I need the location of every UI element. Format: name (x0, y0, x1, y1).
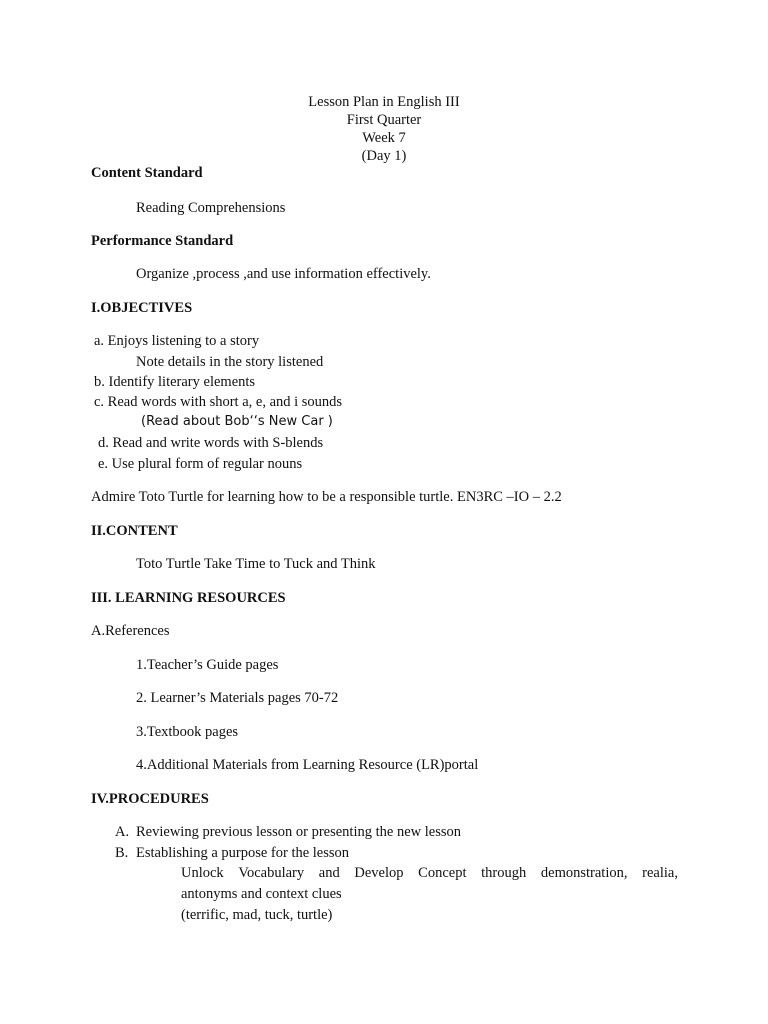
vocabulary-words: (terrific, mad, tuck, turtle) (181, 907, 333, 923)
content-standard-heading: Content Standard (91, 165, 203, 181)
objective-item: b. Identify literary elements (94, 374, 256, 390)
content-standard-text: Reading Comprehensions (136, 200, 286, 216)
objective-item: e. Use plural form of regular nouns (98, 456, 303, 472)
unlock-vocabulary-line (181, 866, 678, 881)
unlock-word: through (481, 865, 527, 881)
reference-item: 1.Teacher’s Guide pages (136, 657, 279, 673)
objective-item: Note details in the story listened (136, 354, 324, 370)
unlock-word: Vocabulary (238, 865, 305, 881)
unlock-word: and (318, 865, 340, 881)
procedure-a-text: Reviewing previous lesson or presenting the new lesson (136, 824, 461, 840)
procedure-a-marker: A. (115, 824, 130, 840)
objective-item: a. Enjoys listening to a story (94, 333, 260, 349)
quarter-label: First Quarter (346, 112, 422, 128)
objective-item: c. Read words with short a, e, and i sounds (94, 394, 343, 410)
procedure-b-marker: B. (115, 845, 129, 861)
content-heading: II.CONTENT (91, 523, 178, 539)
references-label: A.References (91, 623, 170, 639)
unlock-word: Develop (354, 865, 404, 881)
unlock-word: Concept (418, 865, 467, 881)
performance-standard-heading: Performance Standard (91, 233, 234, 249)
reference-item: 4.Additional Materials from Learning Resource (LR)portal (136, 757, 479, 773)
objectives-heading: I.OBJECTIVES (91, 300, 193, 316)
objective-item: d. Read and write words with S-blends (98, 435, 324, 451)
day-label: (Day 1) (361, 148, 407, 164)
procedure-b-text: Establishing a purpose for the lesson (136, 845, 350, 861)
unlock-word: realia, (642, 865, 678, 881)
unlock-word: demonstration, (540, 865, 628, 881)
document-title: Lesson Plan in English III (308, 94, 460, 110)
week-label: Week 7 (362, 130, 406, 146)
unlock-word: Unlock (181, 865, 224, 881)
learning-resources-heading: III. LEARNING RESOURCES (91, 590, 286, 606)
antonyms-text: antonyms and context clues (181, 886, 342, 902)
objective-admire: Admire Toto Turtle for learning how to be a responsible turtle. EN3RC –IO – 2.2 (91, 489, 562, 505)
procedures-heading: IV.PROCEDURES (91, 791, 209, 807)
performance-standard-text: Organize ,process ,and use information effectively. (136, 266, 431, 282)
content-text: Toto Turtle Take Time to Tuck and Think (136, 556, 376, 572)
reference-item: 3.Textbook pages (136, 724, 239, 740)
reference-item: 2. Learner’s Materials pages 70-72 (136, 690, 339, 706)
objective-item: (Read about Bob‘‘s New Car ) (141, 414, 333, 429)
